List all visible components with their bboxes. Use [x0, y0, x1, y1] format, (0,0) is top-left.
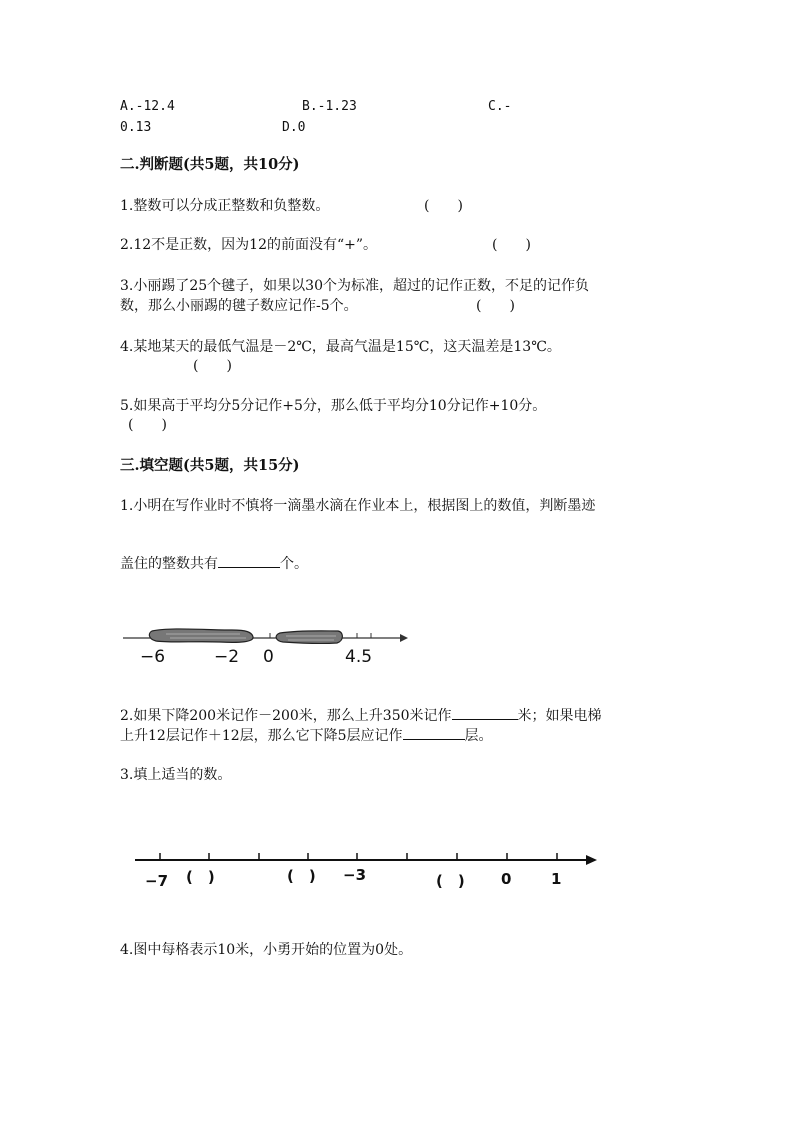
nl2-label-0: 0 — [501, 870, 512, 888]
nl2-label-neg3: −3 — [343, 866, 367, 884]
option-a: A.-12.4 — [120, 99, 175, 114]
fill-item-4: 4.图中每格表示10米，小勇开始的位置为0处。 — [120, 942, 413, 958]
option-c: C.- — [488, 99, 512, 114]
judge-item-2-answer-paren[interactable]: ( ) — [492, 237, 531, 253]
fill-item-2-text-a: 2.如果下降200米记作－200米，那么上升350米记作 — [120, 708, 452, 724]
option-c-continued: 0.13 — [120, 120, 152, 135]
judge-item-2: 2.12不是正数，因为12的前面没有“+”。 — [120, 237, 378, 253]
nl2-label-neg7: −7 — [145, 872, 169, 890]
option-d: D.0 — [282, 120, 306, 135]
section-3-heading: 三.填空题(共5题，共15分) — [120, 457, 300, 474]
fill-item-1-text-b: 个。 — [280, 556, 308, 572]
fill-item-1-text-a: 盖住的整数共有 — [120, 556, 218, 572]
judge-item-3-line2: 数，那么小丽踢的毽子数应记作-5个。 — [120, 298, 358, 314]
judge-item-4-answer-paren[interactable]: ( ) — [193, 358, 232, 374]
fill-item-2-text-b: 米；如果电梯 — [517, 708, 602, 724]
nl1-label-neg6: −6 — [140, 647, 166, 667]
nl2-blank-1[interactable]: ( ) — [186, 868, 215, 886]
number-line-2-arrow — [586, 855, 597, 865]
nl1-label-4-5: 4.5 — [345, 647, 373, 667]
judge-item-5-answer-paren[interactable]: ( ) — [128, 417, 167, 433]
nl2-label-1: 1 — [551, 870, 562, 888]
fill-item-2-text-c: 上升12层记作＋12层，那么它下降5层应记作 — [120, 728, 403, 744]
section-2-heading: 二.判断题(共5题，共10分) — [120, 156, 300, 173]
fill-item-2-text-d: 层。 — [464, 728, 493, 744]
judge-item-5: 5.如果高于平均分5分记作+5分，那么低于平均分10分记作+10分。 — [120, 398, 547, 414]
nl1-label-0: 0 — [263, 647, 274, 667]
fill-item-3: 3.填上适当的数。 — [120, 767, 232, 783]
nl2-blank-3[interactable]: ( ) — [436, 872, 465, 890]
judge-item-1-answer-paren[interactable]: ( ) — [424, 198, 463, 214]
nl1-label-neg2: −2 — [214, 647, 240, 667]
judge-item-3-line1: 3.小丽踢了25个毽子，如果以30个为标准，超过的记作正数，不足的记作负 — [120, 278, 589, 294]
judge-item-1: 1.整数可以分成正整数和负整数。 — [120, 198, 330, 214]
judge-item-3-answer-paren[interactable]: ( ) — [476, 298, 515, 314]
nl2-blank-2[interactable]: ( ) — [287, 867, 316, 885]
option-b: B.-1.23 — [302, 99, 357, 114]
judge-item-4: 4.某地某天的最低气温是－2℃，最高气温是15℃，这天温差是13℃。 — [120, 339, 561, 355]
fill-item-1-line1: 1.小明在写作业时不慎将一滴墨水滴在作业本上，根据图上的数值，判断墨迹 — [120, 498, 596, 514]
